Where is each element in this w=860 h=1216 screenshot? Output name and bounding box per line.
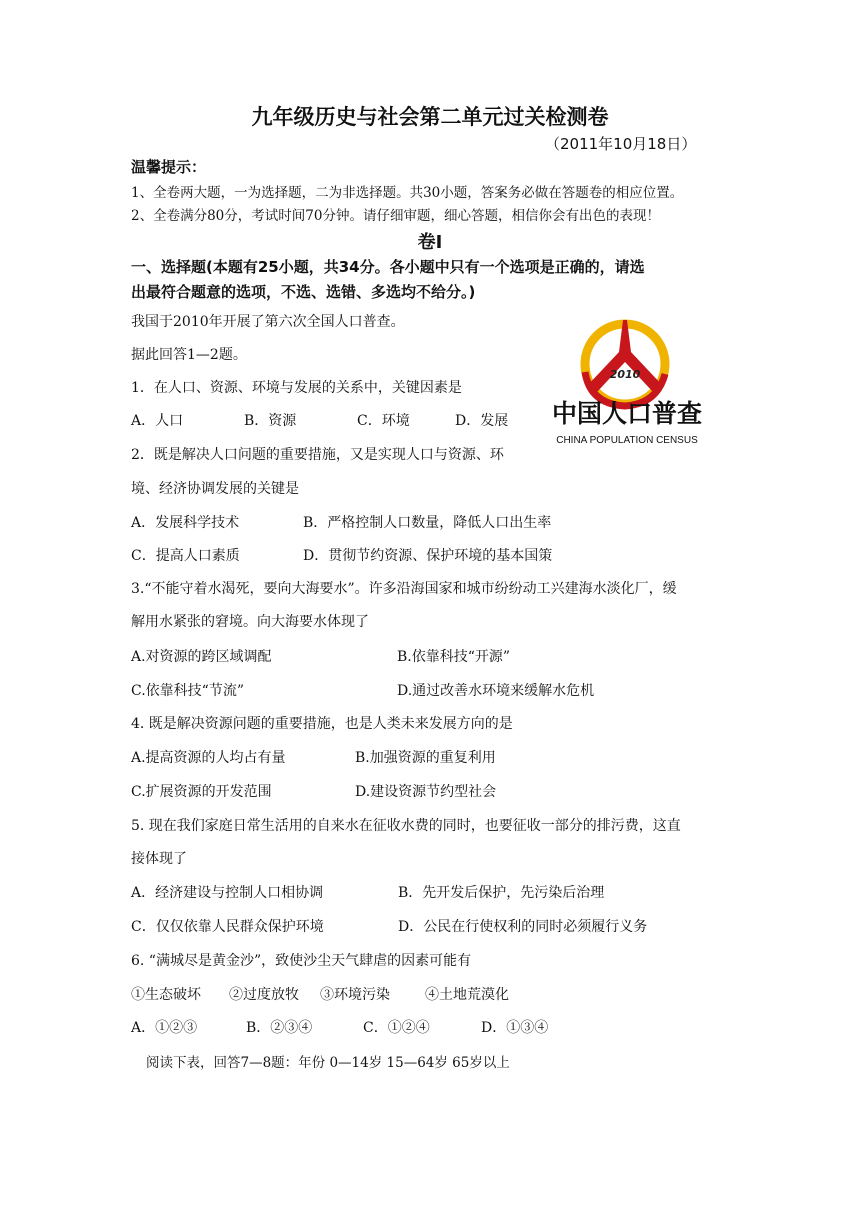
q6-option-a: A．①②③ (131, 1020, 198, 1036)
intro-line-1: 我国于2010年开展了第六次全国人口普查。 (131, 314, 405, 330)
page-title: 九年级历史与社会第二单元过关检测卷 (251, 105, 609, 129)
exam-date: （2011年10月18日） (545, 135, 697, 153)
logo-year: 2010 (609, 368, 641, 381)
q2-option-a: A．发展科学技术 (131, 515, 240, 531)
q6-factor-4: ④土地荒漠化 (425, 987, 509, 1003)
q5-option-a: A．经济建设与控制人口相协调 (131, 885, 324, 901)
hint-line-2: 2、全卷满分80分，考试时间70分钟。请仔细审题，细心答题，相信你会有出色的表现！ (131, 208, 660, 224)
intro-line-2: 据此回答1—2题。 (131, 347, 247, 363)
q1-option-a: A．人口 (131, 413, 184, 429)
q6-option-b: B．②③④ (246, 1020, 313, 1036)
volume-heading: 卷Ⅰ (417, 232, 443, 253)
q6-factor-3: ③环境污染 (320, 987, 390, 1003)
q3-option-b: B.依靠科技“开源” (397, 649, 511, 665)
q1-option-c: C．环境 (357, 413, 410, 429)
q5-option-c: C．仅仅依靠人民群众保护环境 (131, 919, 324, 935)
q5-option-b: B．先开发后保护，先污染后治理 (398, 885, 605, 901)
question-4: 4. 既是解决资源问题的重要措施，也是人类未来发展方向的是 (131, 716, 513, 732)
census-logo (545, 312, 715, 472)
question-2-line-1: 2．既是解决人口问题的重要措施，又是实现人口与资源、环 (131, 447, 504, 463)
q2-option-d: D．贯彻节约资源、保护环境的基本国策 (303, 548, 553, 564)
hint-line-1: 1、全卷两大题，一为选择题，二为非选择题。共30小题，答案务必做在答题卷的相应位置。 (131, 185, 684, 201)
question-5-line-2: 接体现了 (131, 851, 187, 867)
question-3-line-2: 解用水紧张的窘境。向大海要水体现了 (131, 614, 369, 630)
section-instruction-2: 出最符合题意的选项，不选、选错、多选均不给分。) (131, 283, 476, 301)
question-7-intro: 阅读下表，回答7—8题：年份 0—14岁 15—64岁 65岁以上 (146, 1055, 510, 1071)
q2-option-c: C．提高人口素质 (131, 548, 240, 564)
question-1: 1．在人口、资源、环境与发展的关系中，关键因素是 (131, 380, 462, 396)
logo-cn-text: 中国人口普查 (551, 399, 703, 428)
q3-option-a: A.对资源的跨区域调配 (131, 649, 272, 665)
q2-option-b: B．严格控制人口数量，降低人口出生率 (303, 515, 552, 531)
question-5-line-1: 5. 现在我们家庭日常生活用的自来水在征收水费的同时，也要征收一部分的排污费，这直 (131, 818, 681, 834)
section-instruction-1: 一、选择题(本题有25小题，共34分。各小题中只有一个选项是正确的，请选 (131, 258, 645, 276)
question-3-line-1: 3.“不能守着水渴死，要向大海要水”。许多沿海国家和城市纷纷动工兴建海水淡化厂，缓 (131, 581, 677, 597)
question-6: 6. “满城尽是黄金沙”，致使沙尘天气肆虐的因素可能有 (131, 953, 472, 969)
q1-option-d: D．发展 (455, 413, 509, 429)
census-logo-graphic (545, 312, 715, 472)
question-2-line-2: 境、经济协调发展的关键是 (131, 481, 299, 497)
logo-en-text: CHINA POPULATION CENSUS (556, 435, 698, 446)
q5-option-d: D．公民在行使权利的同时必须履行义务 (398, 919, 648, 935)
q1-option-b: B．资源 (244, 413, 297, 429)
q4-option-d: D.建设资源节约型社会 (355, 784, 497, 800)
q3-option-c: C.依靠科技“节流” (131, 683, 244, 699)
q4-option-c: C.扩展资源的开发范围 (131, 784, 272, 800)
q6-option-d: D．①③④ (481, 1020, 549, 1036)
q6-factor-1: ①生态破坏 (131, 987, 201, 1003)
q4-option-a: A.提高资源的人均占有量 (131, 750, 286, 766)
q4-option-b: B.加强资源的重复利用 (355, 750, 496, 766)
hints-title: 温馨提示： (131, 158, 207, 176)
q6-factor-2: ②过度放牧 (229, 987, 299, 1003)
q3-option-d: D.通过改善水环境来缓解水危机 (397, 683, 595, 699)
q6-option-c: C．①②④ (363, 1020, 430, 1036)
